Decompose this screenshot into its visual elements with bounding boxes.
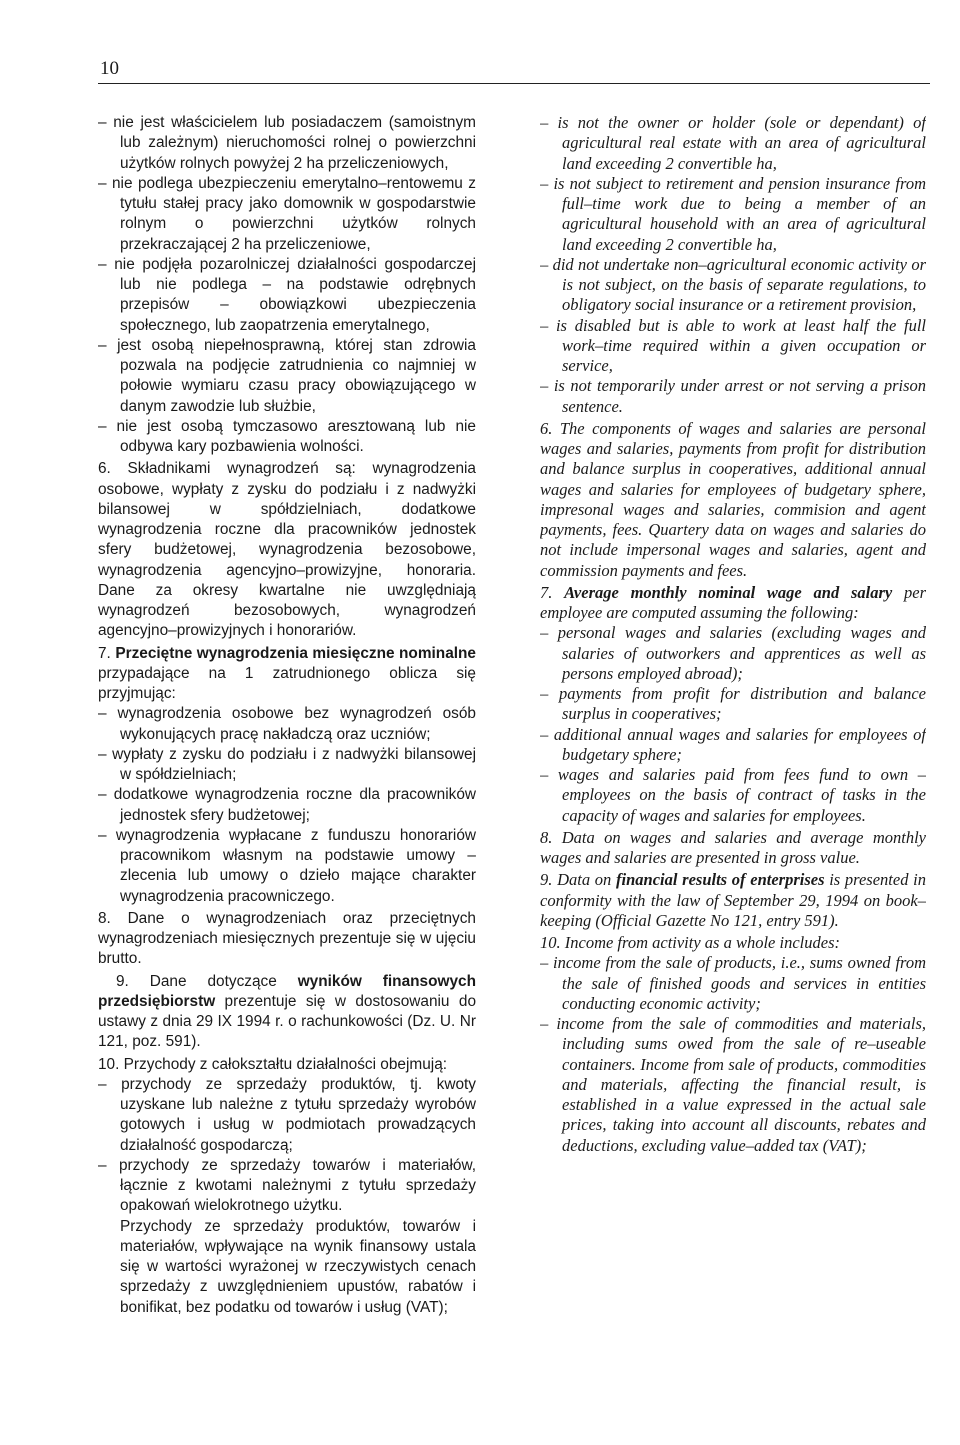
english-column <box>540 113 926 1413</box>
pl-paragraph-10: 10. Przychody z całokształtu działalności obejmują: <box>98 1055 448 1073</box>
en-paragraph-6: 6. The components of wages and salaries are personal wages and salaries, payments from profit for distribution and balance surplus in cooperatives, additional annual wages and salaries for employees of budgetary sphere, impresonal wages and salaries, commision and agent payments, fees. Quartery data on wages and salaries do not include impersonal wages and salaries, agent and commission payments and fees. <box>540 418 926 580</box>
en-p9-prefix: 9. Data on <box>540 870 617 890</box>
pl-paragraph-9 <box>98 972 476 1053</box>
en-bullet-arrest: – is not temporarily under arrest or not serving a prison sentence. <box>540 376 926 416</box>
pl-bullet-7-1: – wynagrodzenia osobowe bez wynagrodzeń osób wykonujących pracę nakładczą oraz uczniów; <box>98 705 476 743</box>
header-rule <box>98 83 930 84</box>
pl-bullet-10-2: – przychody ze sprzedaży towarów i materiałów, łącznie z kwotami należnymi z tytułu sprzedaży opakowań wielokrotnego użytku. <box>98 1156 476 1215</box>
pl-p9-text: prezentuje się w dostosowaniu do ustawy z dnia 29 IX 1994 r. o rachunkowości (Dz. U. Nr 121, poz. 591). <box>98 992 476 1051</box>
pl-paragraph-10-tail: Przychody ze sprzedaży produktów, towarów i materiałów, wpływające na wynik finansowy ustala się w wartości wyrażonej w rzeczywistych cenach sprzedaży z uwzględnieniem upustów, rabatów i bonifikat, bez podatku od towarów i usług (VAT); <box>120 1217 476 1316</box>
pl-bullet-7-2: – wypłaty z zysku do podziału i z nadwyżki bilansowej w spółdzielniach; <box>98 745 476 783</box>
pl-paragraph-8: 8. Dane o wynagrodzeniach oraz przeciętnych wynagrodzeniach miesięcznych prezentuje się w ujęciu brutto. <box>98 909 476 968</box>
page-number: 10 <box>100 58 119 79</box>
en-paragraph-7 <box>540 583 926 624</box>
en-p9-term: financial results of enterprises <box>616 870 825 890</box>
pl-bullet-disabled: – jest osobą niepełnosprawną, której stan zdrowia pozwala na podjęcie zatrudnienia co najmniej w połowie wymiaru czasu pracy obowiązującego w danym zawodzie lub służbie, <box>98 336 476 415</box>
en-bullet-7-3: – additional annual wages and salaries for employees of budgetary sphere; <box>540 724 926 764</box>
pl-bullet-activity: – nie podjęła pozarolniczej działalności gospodarczej lub nie podlega – na podstawie odrębnych przepisów – obowiązkowi ubezpieczenia społecznego, lub zaopatrzenia emerytalnego, <box>98 255 476 334</box>
pl-paragraph-6: 6. Składnikami wynagrodzeń są: wynagrodzenia osobowe, wypłaty z zysku do podziału i z nadwyżki bilansowej w spółdzielniach, dodatkowe wynagrodzenia roczne dla pracowników jednostek sfery budżetowej, wynagrodzenia bezosobowe, wynagrodzenia agencyjno–prowizyjne, honoraria. Dane za okresy kwartalne nie uwzględniają wynagrodzeń bezosobowych, wynagrodzeń agencyjno–prowizyjnych i honorariów. <box>98 460 476 640</box>
en-p7-term: Average monthly nominal wage and salary <box>564 582 893 602</box>
pl-bullet-7-3: – dodatkowe wynagrodzenia roczne dla pracowników jednostek sfery budżetowej; <box>98 786 476 824</box>
pl-p9-prefix: 9. Dane dotyczące <box>116 972 298 990</box>
en-bullet-activity: – did not undertake non–agricultural economic activity or is not subject, on the basis of separate regulations, to obligatory social insurance or a retirement provision, <box>540 254 926 315</box>
pl-p7-term: Przeciętne wynagrodzenia miesięczne nominalne <box>115 644 476 662</box>
en-p7-number: 7. <box>540 582 565 602</box>
en-bullet-disabled: – is disabled but is able to work at least half the full work–time required within a given occupation or service, <box>540 315 926 375</box>
pl-p9-term: wyników finansowych przedsiębiorstw <box>98 972 476 1010</box>
pl-bullet-owner: – nie jest właścicielem lub posiadaczem (samoistnym lub zależnym) nieruchomości rolnej o powierzchni użytków rolnych powyżej 2 ha przeliczeniowych, <box>98 114 476 172</box>
polish-column <box>98 113 476 1413</box>
en-bullet-10-1: – income from the sale of products, i.e., sums owned from the sale of finished goods and services in entities conducting economic activity; <box>540 953 926 1013</box>
en-bullet-10-2: – income from the sale of commodities and materials, including sums owed from the sale of re–useable containers. Income from sale of products, commodities and materials, affecting the financial result, is established in a value expressed in the actual sale prices, taking into account all discounts, rebates and deductions, excluding value–added tax (VAT); <box>540 1014 926 1155</box>
en-bullet-7-2: – payments from profit for distribution and balance surplus in cooperatives; <box>540 684 926 724</box>
pl-paragraph-7 <box>98 644 476 705</box>
en-paragraph-8: 8. Data on wages and salaries and average monthly wages and salaries are presented in gross value. <box>540 827 926 867</box>
en-p7-text: per employee are computed assuming the following: <box>540 582 926 622</box>
en-bullet-owner: – is not the owner or holder (sole or dependant) of agricultural real estate with an area of agricultural land exceeding 2 convertible ha, <box>540 113 926 173</box>
en-paragraph-9 <box>540 870 926 931</box>
pl-bullet-arrest: – nie jest osobą tymczasowo aresztowaną lub nie odbywa kary pozbawienia wolności. <box>98 417 476 455</box>
pl-bullet-7-4: – wynagrodzenia wypłacane z funduszu honorariów pracownikom własnym na podstawie umowy – zlecenia lub umowy o dzieło mające charakter wynagrodzenia pracowniczego. <box>98 826 476 905</box>
pl-bullet-insurance: – nie podlega ubezpieczeniu emerytalno–rentowemu z tytułu stałej pracy jako domownik w gospodarstwie rolnym o powierzchni użytków rolnych przekraczającej 2 ha przeliczeniowe, <box>98 174 476 253</box>
en-paragraph-10: 10. Income from activity as a whole includes: <box>540 933 840 952</box>
pl-p7-number: 7. <box>98 644 116 662</box>
en-p9-text: is presented in conformity with the law of September 29, 1994 on book–keeping (Official Gazette No 121, entry 591). <box>540 870 926 930</box>
pl-p7-text: przypadające na 1 zatrudnionego oblicza się przyjmując: <box>98 664 476 702</box>
en-bullet-7-1: – personal wages and salaries (excluding wages and salaries of outworkers and apprentices as well as persons employed abroad); <box>540 623 926 683</box>
en-bullet-insurance: – is not subject to retirement and pension insurance from full–time work due to being a member of an agricultural household with an area of agricultural land exceeding 2 convertible ha, <box>540 173 926 254</box>
pl-bullet-10-1: – przychody ze sprzedaży produktów, tj. kwoty uzyskane lub należne z tytułu sprzedaży wyrobów gotowych i usług w podmiotach prowadzących działalność gospodarczą; <box>98 1075 476 1154</box>
en-bullet-7-4: – wages and salaries paid from fees fund to own – employees on the basis of contract of tasks in the capacity of wages and salaries for employees. <box>540 765 926 825</box>
